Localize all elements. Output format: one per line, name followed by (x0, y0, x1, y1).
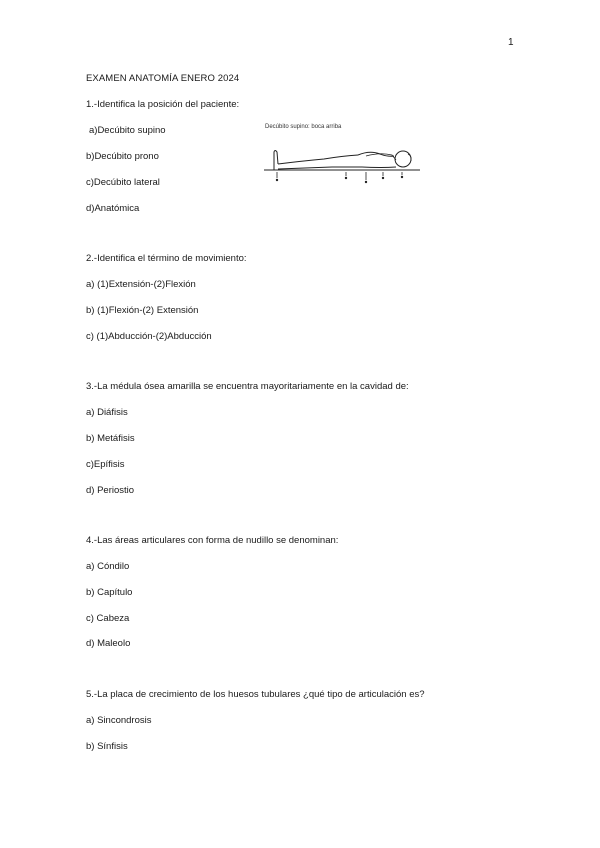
q1-option-c: c)Decúbito lateral (86, 177, 160, 188)
page-number: 1 (508, 37, 514, 48)
supine-body-illustration (262, 134, 422, 190)
question-1: 1.-Identifica la posición del paciente: (86, 99, 240, 110)
q3-option-c: c)Epífisis (86, 459, 125, 470)
supine-position-figure (262, 124, 422, 190)
figure-caption: Decúbito supino: boca arriba (265, 124, 342, 130)
question-5: 5.-La placa de crecimiento de los huesos tubulares ¿qué tipo de articulación es? (86, 689, 425, 700)
q1-option-a: a)Decúbito supino (89, 125, 166, 136)
q1-option-b: b)Decúbito prono (86, 151, 159, 162)
q3-option-a: a) Diáfisis (86, 407, 128, 418)
q3-option-d: d) Periostio (86, 485, 135, 496)
q4-option-d: d) Maleolo (86, 638, 131, 649)
q1-option-d: d)Anatómica (86, 203, 140, 214)
q3-option-b: b) Metáfisis (86, 433, 135, 444)
q2-option-a: a) (1)Extensión-(2)Flexión (86, 279, 196, 290)
q4-option-b: b) Capítulo (86, 587, 133, 598)
question-3: 3.-La médula ósea amarilla se encuentra mayoritariamente en la cavidad de: (86, 381, 409, 392)
q4-option-a: a) Cóndilo (86, 561, 130, 572)
q4-option-c: c) Cabeza (86, 613, 130, 624)
q5-option-b: b) Sínfisis (86, 741, 128, 752)
question-4: 4.-Las áreas articulares con forma de nudillo se denominan: (86, 535, 339, 546)
q5-option-a: a) Sincondrosis (86, 715, 152, 726)
q2-option-b: b) (1)Flexión-(2) Extensión (86, 305, 199, 316)
q2-option-c: c) (1)Abducción-(2)Abducción (86, 331, 212, 342)
question-2: 2.-Identifica el término de movimiento: (86, 253, 247, 264)
exam-title: EXAMEN ANATOMÍA ENERO 2024 (86, 73, 240, 84)
